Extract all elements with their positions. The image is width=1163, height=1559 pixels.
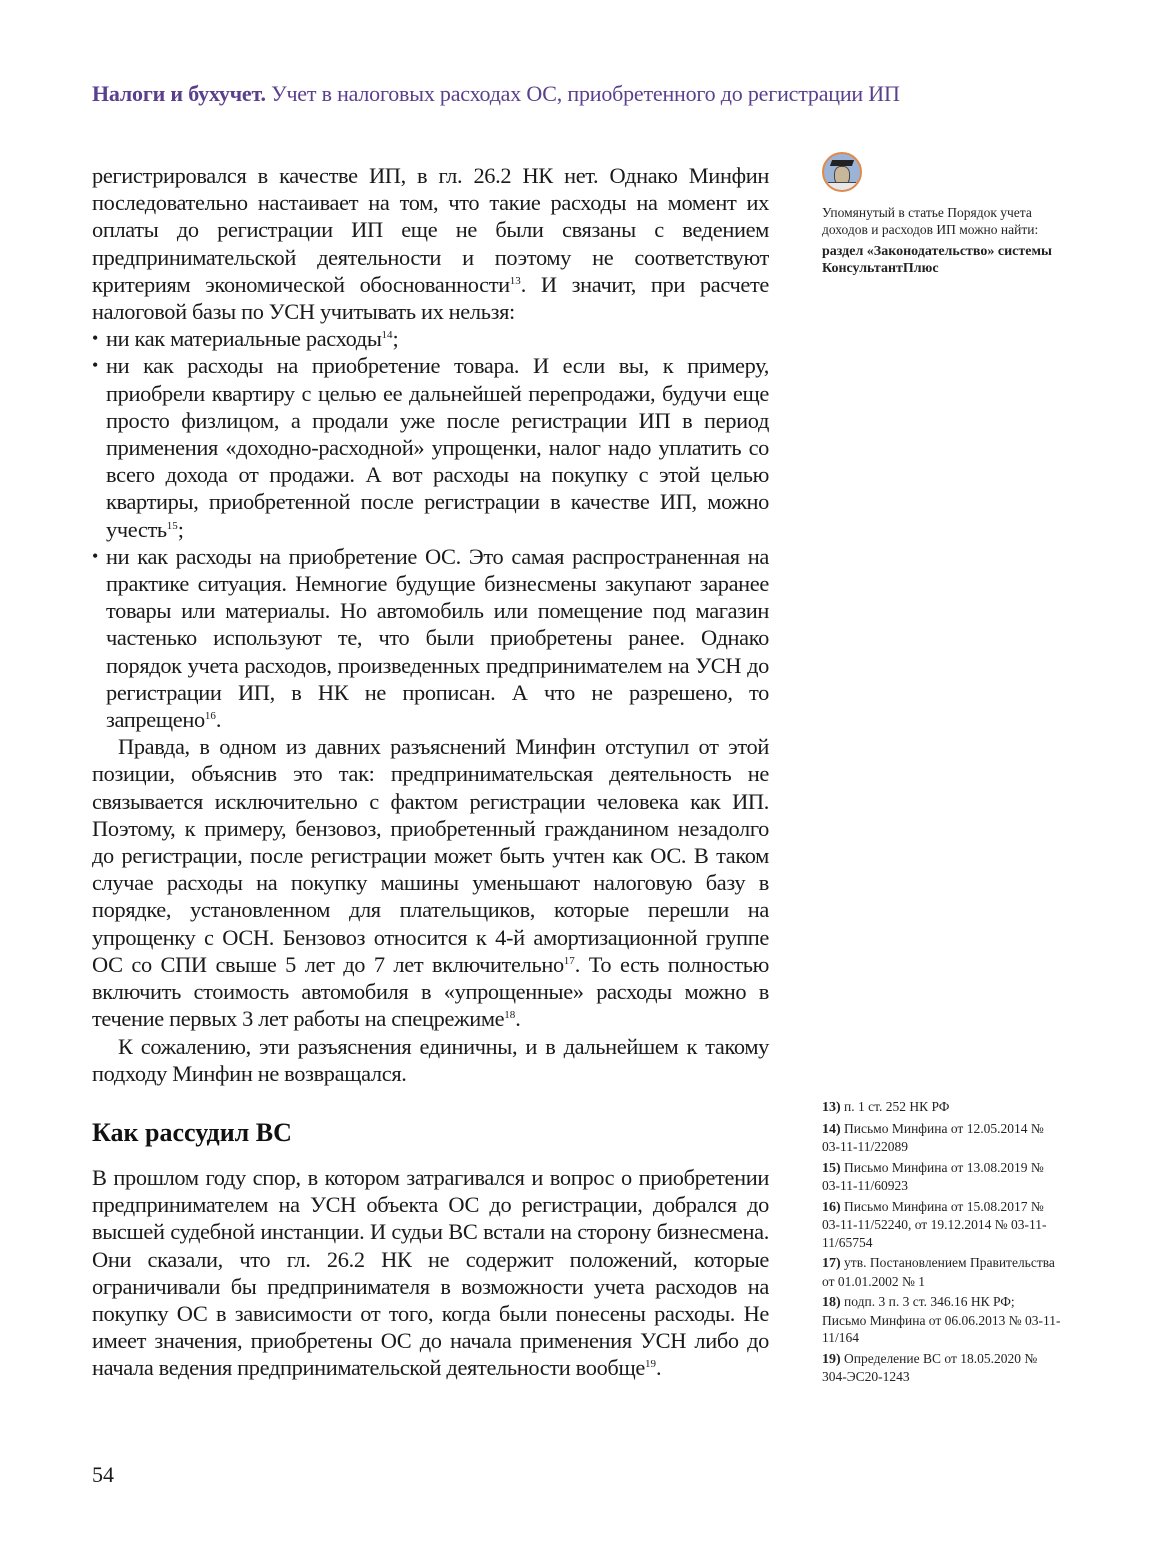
footnote-number: 15): [822, 1160, 841, 1176]
footnote-17: [822, 1254, 1062, 1290]
bullet-icon: •: [92, 545, 98, 566]
footnote-number: 19): [822, 1351, 841, 1367]
footnote-ref-13[interactable]: 13: [509, 274, 521, 287]
footnote-number: 17): [822, 1256, 841, 1271]
text: ;: [392, 326, 399, 352]
main-column: [92, 162, 769, 1087]
side-note-text: Упомянутый в статье Порядок учета доходов и расходов ИП можно найти:: [822, 205, 1039, 237]
paragraph: [92, 733, 769, 1032]
footnote-16: [822, 1198, 1062, 1252]
footnote-ref-19[interactable]: 19: [644, 1358, 656, 1371]
paragraph: [92, 162, 769, 325]
footnote-number: 18): [822, 1295, 841, 1310]
running-head-section: Налоги и бухучет.: [92, 81, 266, 106]
section-heading: Как рассудил ВС: [92, 1118, 292, 1147]
bullet-icon: •: [92, 355, 98, 376]
text: .: [655, 1355, 662, 1381]
bullet-list: [92, 325, 769, 733]
text: ни как расходы на приобретение ОС. Это самая распространенная на практике ситуация. Немногие будущие бизнесмены закупают заранее товары или материалы. Но автомобиль или помещение под магазин частенько используют те, что были приобретены ранее. Однако порядок учета расходов, произведенных предпринимателем на УСН до регистрации ИП, в НК не прописан. А что не разрешено, то запрещено: [106, 543, 769, 733]
text: В прошлом году спор, в котором затрагивался и вопрос о приобретении предпринимателем на УСН объекта ОС до регистрации, добрался до высшей судебной инстанции. И судьи ВС встали на сторону бизнесмена. Они сказали, что гл. 26.2 НК не содержит положений, которые ограничивали бы предпринимателя в возможности учета расходов на покупку ОС в зависимости от того, когда были понесены расходы. Не имеет значения, приобретены ОС до начала применения УСН либо до начала ведения предпринимательской деятельности вообще: [92, 1165, 769, 1381]
bullet-icon: •: [92, 328, 98, 349]
list-item: [92, 543, 769, 733]
footnote-18: [822, 1293, 1062, 1347]
paragraph: К сожалению, эти разъяснения единичны, и в дальнейшем к такому подходу Минфин не возвращался.: [92, 1033, 769, 1086]
footnote-19: [822, 1350, 1062, 1386]
running-head-title: Учет в налоговых расходах ОС, приобретенного до регистрации ИП: [271, 81, 900, 106]
footnote-text: подп. 3 п. 3 ст. 346.16 НК РФ; Письмо Минфина от 06.06.2013 № 03-11-11/164: [822, 1294, 1061, 1345]
footnote-ref-18[interactable]: 18: [504, 1009, 516, 1022]
footnote-ref-17[interactable]: 17: [563, 954, 575, 967]
text: регистрировался в качестве ИП, в гл. 26.2 НК нет. Однако Минфин последовательно настаивает на том, что такие расходы на момент их оплаты до регистрации ИП еще не были связаны с ведением предпринимательской деятельности и поэтому не соответствуют критериям экономической обоснованности: [92, 163, 769, 297]
list-item: [92, 352, 769, 542]
text: Правда, в одном из давних разъяснений Минфин отступил от этой позиции, объяснив это так: предпринимательская деятельность не связывается исключительно с фактом регистрации человека как ИП. Поэтому, к примеру, бензовоз, приобретенный гражданином незадолго до регистрации, после регистрации может быть учтен как ОС. В таком случае расходы на покупку машины уменьшают налоговую базу в порядке, установленном для плательщиков, которые перешли на упрощенку с ОСН. Бензовоз относится к 4-й амортизационной группе ОС со СПИ свыше 5 лет до 7 лет включительно: [92, 734, 769, 977]
side-note: [822, 152, 1052, 277]
footnote-ref-15[interactable]: 15: [166, 519, 178, 532]
paragraph: [92, 1164, 769, 1382]
text: ни как расходы на приобретение товара. И если вы, к примеру, приобрели квартиру с целью ее дальнейшей перепродажи, будучи еще просто физлицом, а продали уже после регистрации ИП в период применения «доходно-расходной» упрощенки, налог надо уплатить со всего дохода от продажи. А вот расходы на покупку с этой целью квартиры, приобретенной после регистрации в качестве ИП, можно учесть: [106, 353, 769, 542]
text: . И значит, при расчете налоговой базы по УСН учитывать их нельзя:: [92, 271, 769, 325]
main-column-section2: [92, 1164, 769, 1382]
footnote-text: Письмо Минфина от 15.08.2017 № 03-11-11/52240, от 19.12.2014 № 03-11-11/65754: [822, 1198, 1047, 1250]
footnote-number: 13): [822, 1100, 841, 1115]
text: ;: [177, 516, 184, 542]
footnote-text: утв. Постановлением Правительства от 01.01.2002 № 1: [822, 1255, 1055, 1289]
footnote-text: Определение ВС от 18.05.2020 № 304-ЭС20-1243: [822, 1350, 1038, 1384]
footnote-ref-16[interactable]: 16: [204, 710, 216, 723]
footnote-text: Письмо Минфина от 13.08.2019 № 03-11-11/60923: [822, 1159, 1044, 1193]
footnote-number: 14): [822, 1121, 841, 1137]
footnote-text: п. 1 ст. 252 НК РФ: [844, 1099, 950, 1114]
side-note-source: раздел «Законодательство» системы КонсультантПлюс: [822, 244, 1052, 276]
footnote-13: [822, 1098, 1062, 1117]
footnote-15: [822, 1159, 1062, 1195]
professor-avatar-icon: [822, 152, 862, 192]
list-item: [92, 325, 769, 352]
running-head: [92, 81, 992, 107]
footnote-14: [822, 1120, 1062, 1156]
page-number: 54: [92, 1462, 114, 1487]
text: ни как материальные расходы: [106, 326, 382, 352]
footnote-text: Письмо Минфина от 12.05.2014 № 03-11-11/22089: [822, 1120, 1044, 1154]
text: . То есть полностью включить стоимость автомобиля в «упрощенные» расходы можно в течение первых 3 лет работы на спецрежиме: [92, 951, 769, 1032]
text: .: [215, 707, 222, 733]
footnote-ref-14[interactable]: 14: [381, 329, 393, 342]
text: .: [515, 1006, 521, 1032]
footnotes: [822, 1098, 1062, 1389]
footnote-number: 16): [822, 1199, 841, 1215]
